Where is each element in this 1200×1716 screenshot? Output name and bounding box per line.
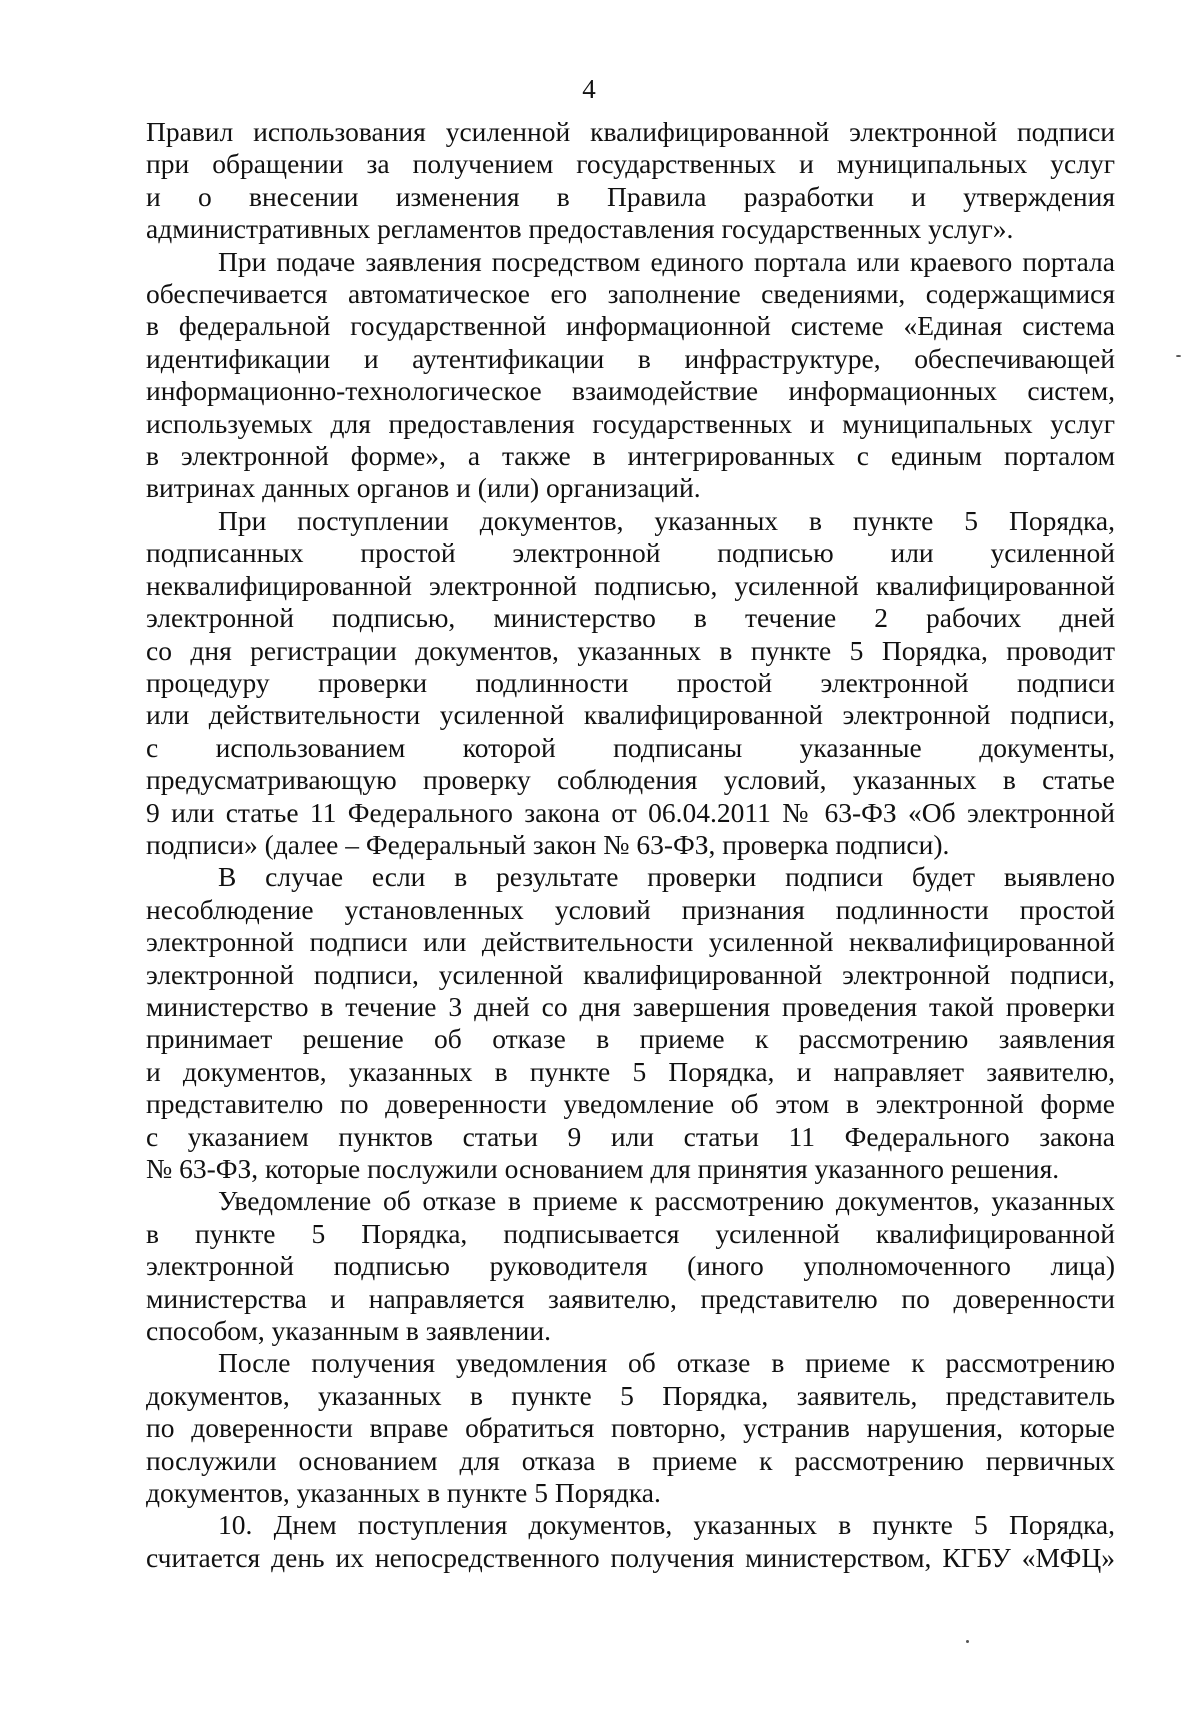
text-line: подписи» (далее – Федеральный закон № 63-ФЗ, проверка подписи).	[146, 828, 950, 860]
text-line: административных регламентов предоставления государственных услуг».	[146, 213, 1014, 245]
text-line: и документов, указанных в пункте 5 Порядка, и направляет заявителю,	[146, 1055, 1115, 1087]
text-line: несоблюдение установленных условий признания подлинности простой	[146, 893, 1115, 925]
text-line: представителю по доверенности уведомление об этом в электронной форме	[146, 1088, 1115, 1120]
text-line: в федеральной государственной информационной системе «Единая система	[146, 310, 1115, 342]
document-body	[146, 116, 1115, 1574]
text-line: После получения уведомления об отказе в приеме к рассмотрению	[218, 1347, 1115, 1379]
text-line: процедуру проверки подлинности простой электронной подписи	[146, 666, 1115, 698]
text-line: считается день их непосредственного получения министерством, КГБУ «МФЦ»	[146, 1541, 1115, 1573]
scan-speck	[966, 1640, 969, 1643]
text-line: электронной подписью руководителя (иного уполномоченного лица)	[146, 1250, 1115, 1282]
paragraph	[146, 861, 1115, 1185]
text-line: документов, указанных в пункте 5 Порядка, заявитель, представитель	[146, 1379, 1115, 1411]
text-line: в электронной форме», а также в интегрированных с единым порталом	[146, 440, 1115, 472]
text-line: министерство в течение 3 дней со дня завершения проведения такой проверки	[146, 990, 1115, 1022]
text-line: информационно-технологическое взаимодействие информационных систем,	[146, 375, 1115, 407]
paragraph	[146, 116, 1115, 246]
text-line: При поступлении документов, указанных в пункте 5 Порядка,	[218, 504, 1115, 536]
text-line: № 63-ФЗ, которые послужили основанием для принятия указанного решения.	[146, 1153, 1060, 1184]
text-line: документов, указанных в пункте 5 Порядка.	[146, 1477, 661, 1509]
text-line: При подаче заявления посредством единого портала или краевого портала	[218, 245, 1115, 277]
text-line: в пункте 5 Порядка, подписывается усиленной квалифицированной	[146, 1217, 1115, 1249]
text-line: со дня регистрации документов, указанных в пункте 5 Порядка, проводит	[146, 634, 1115, 666]
text-line: с указанием пунктов статьи 9 или статьи 11 Федерального закона	[146, 1120, 1115, 1152]
text-line: электронной подписи или действительности усиленной неквалифицированной	[146, 926, 1115, 958]
paragraph	[146, 505, 1115, 861]
paragraph	[146, 1185, 1115, 1347]
paragraph	[146, 1509, 1115, 1574]
scan-speck	[1176, 355, 1181, 357]
text-line: обеспечивается автоматическое его заполнение сведениями, содержащимися	[146, 278, 1115, 310]
text-line: электронной подписи, усиленной квалифицированной электронной подписи,	[146, 958, 1115, 990]
text-line: подписанных простой электронной подписью или усиленной	[146, 537, 1115, 569]
text-line: неквалифицированной электронной подписью, усиленной квалифицированной	[146, 569, 1115, 601]
text-line: с использованием которой подписаны указанные документы,	[146, 731, 1115, 763]
text-line: министерства и направляется заявителю, представителю по доверенности	[146, 1282, 1115, 1314]
page-number: 4	[582, 74, 596, 104]
text-line: принимает решение об отказе в приеме к рассмотрению заявления	[146, 1023, 1115, 1055]
text-line: 9 или статье 11 Федерального закона от 06.04.2011 № 63-ФЗ «Об электронной	[146, 796, 1115, 828]
text-line: и о внесении изменения в Правила разработки и утверждения	[146, 180, 1115, 212]
text-line: послужили основанием для отказа в приеме к рассмотрению первичных	[146, 1444, 1115, 1476]
paragraph	[146, 246, 1115, 505]
text-line: электронной подписью, министерство в течение 2 рабочих дней	[146, 602, 1115, 634]
text-line: или действительности усиленной квалифицированной электронной подписи,	[146, 699, 1115, 731]
text-line: при обращении за получением государственных и муниципальных услуг	[146, 148, 1115, 180]
text-line: по доверенности вправе обратиться повторно, устранив нарушения, которые	[146, 1412, 1115, 1444]
text-line: способом, указанным в заявлении.	[146, 1315, 551, 1347]
text-line: идентификации и аутентификации в инфраструктуре, обеспечивающей	[146, 342, 1115, 374]
text-line: Правил использования усиленной квалифицированной электронной подписи	[146, 116, 1115, 147]
text-line: витринах данных органов и (или) организаций.	[146, 472, 701, 504]
paragraph	[146, 1347, 1115, 1509]
text-line: В случае если в результате проверки подписи будет выявлено	[218, 861, 1115, 893]
text-line: Уведомление об отказе в приеме к рассмотрению документов, указанных	[218, 1185, 1115, 1217]
text-line: предусматривающую проверку соблюдения условий, указанных в статье	[146, 764, 1115, 796]
text-line: 10. Днем поступления документов, указанных в пункте 5 Порядка,	[218, 1509, 1115, 1541]
text-line: используемых для предоставления государственных и муниципальных услуг	[146, 407, 1115, 439]
